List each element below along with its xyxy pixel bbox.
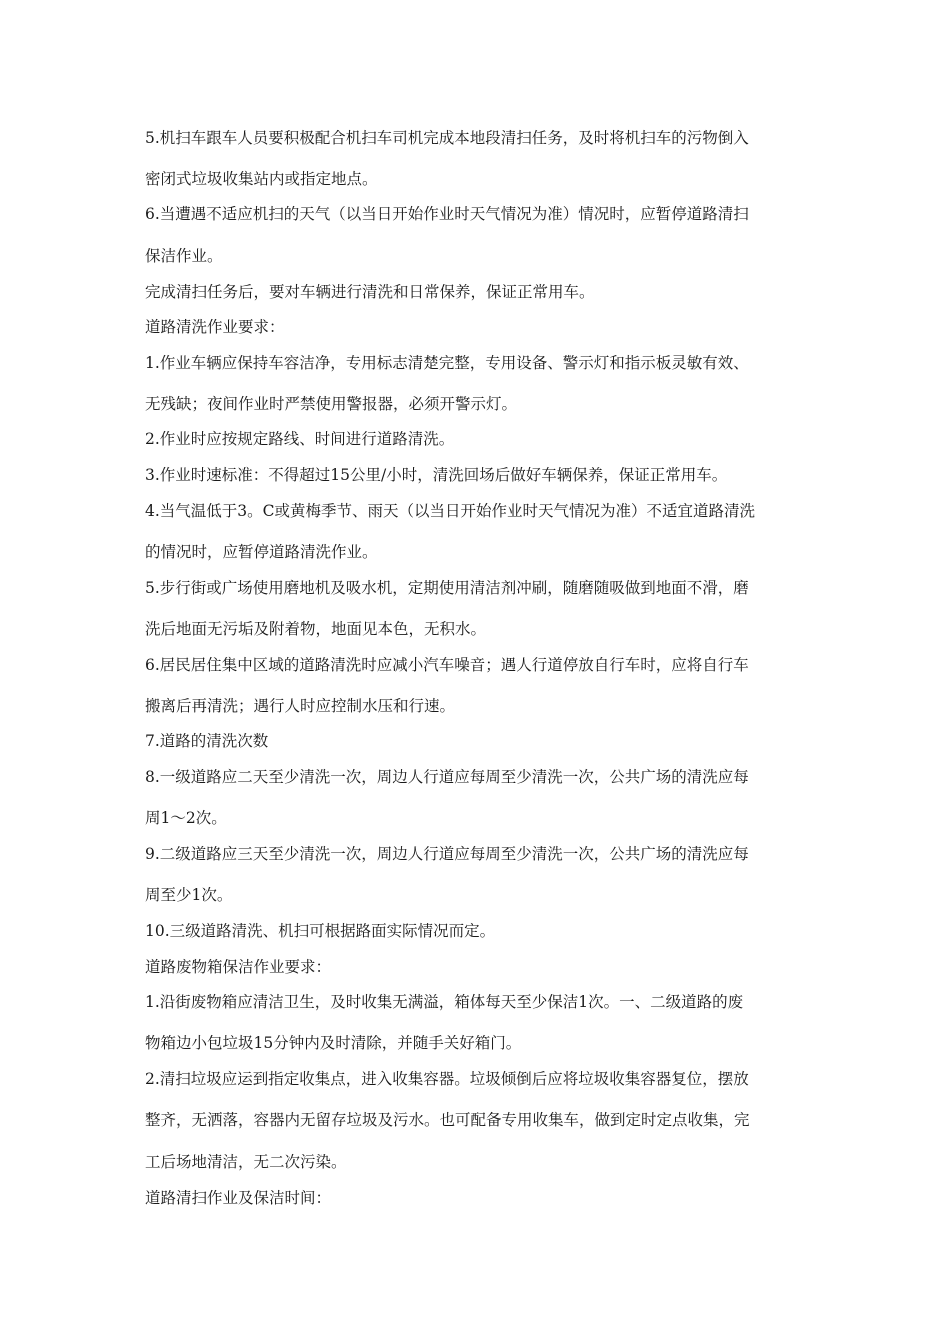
text-line: 无残缺；夜间作业时严禁使用警报器，必须开警示灯。 [145,395,518,413]
text-line: 5.机扫车跟车人员要积极配合机扫车司机完成本地段清扫任务，及时将机扫车的污物倒入 [145,129,749,147]
text-line: 5.步行街或广场使用磨地机及吸水机，定期使用清洁剂冲刷，随磨随吸做到地面不滑，磨 [145,579,749,597]
text-line: 完成清扫任务后，要对车辆进行清洗和日常保养，保证正常用车。 [145,283,595,301]
text-line: 周1～2次。 [145,809,227,827]
text-line: 整齐，无洒落，容器内无留存垃圾及污水。也可配备专用收集车，做到定时定点收集，完 [145,1111,750,1129]
section-heading: 道路清扫作业及保洁时间： [145,1189,332,1207]
text-line: 搬离后再清洗；遇行人时应控制水压和行速。 [145,697,456,715]
text-line: 6.当遭遇不适应机扫的天气（以当日开始作业时天气情况为准）情况时，应暂停道路清扫 [145,205,749,223]
text-line: 1.沿街废物箱应清洁卫生，及时收集无满溢，箱体每天至少保洁1次。一、二级道路的废 [145,993,744,1011]
text-line: 6.居民居住集中区域的道路清洗时应减小汽车噪音；遇人行道停放自行车时，应将自行车 [145,656,749,674]
text-line: 3.作业时速标准：不得超过15公里/小时，清洗回场后做好车辆保养，保证正常用车。 [145,466,728,484]
text-line: 7.道路的清洗次数 [145,732,269,750]
section-heading: 道路废物箱保洁作业要求： [145,958,332,976]
text-line: 2.清扫垃圾应运到指定收集点，进入收集容器。垃圾倾倒后应将垃圾收集容器复位，摆放 [145,1070,749,1088]
text-line: 2.作业时应按规定路线、时间进行道路清洗。 [145,430,455,448]
text-line: 洗后地面无污垢及附着物，地面见本色，无积水。 [145,620,487,638]
text-line: 4.当气温低于3。C或黄梅季节、雨天（以当日开始作业时天气情况为准）不适宜道路清洗 [145,502,756,520]
text-line: 9.二级道路应三天至少清洗一次，周边人行道应每周至少清洗一次，公共广场的清洗应每 [145,845,749,863]
text-line: 的情况时，应暂停道路清洗作业。 [145,543,378,561]
text-line: 1.作业车辆应保持车容洁净，专用标志清楚完整，专用设备、警示灯和指示板灵敏有效、 [145,354,749,372]
text-line: 10.三级道路清洗、机扫可根据路面实际情况而定。 [145,922,496,940]
text-line: 工后场地清洁，无二次污染。 [145,1153,347,1171]
section-heading: 道路清洗作业要求： [145,318,285,336]
text-line: 物箱边小包垃圾15分钟内及时清除，并随手关好箱门。 [145,1034,522,1052]
text-line: 8.一级道路应二天至少清洗一次，周边人行道应每周至少清洗一次，公共广场的清洗应每 [145,768,749,786]
text-line: 密闭式垃圾收集站内或指定地点。 [145,170,378,188]
text-line: 周至少1次。 [145,886,233,904]
text-line: 保洁作业。 [145,247,223,265]
